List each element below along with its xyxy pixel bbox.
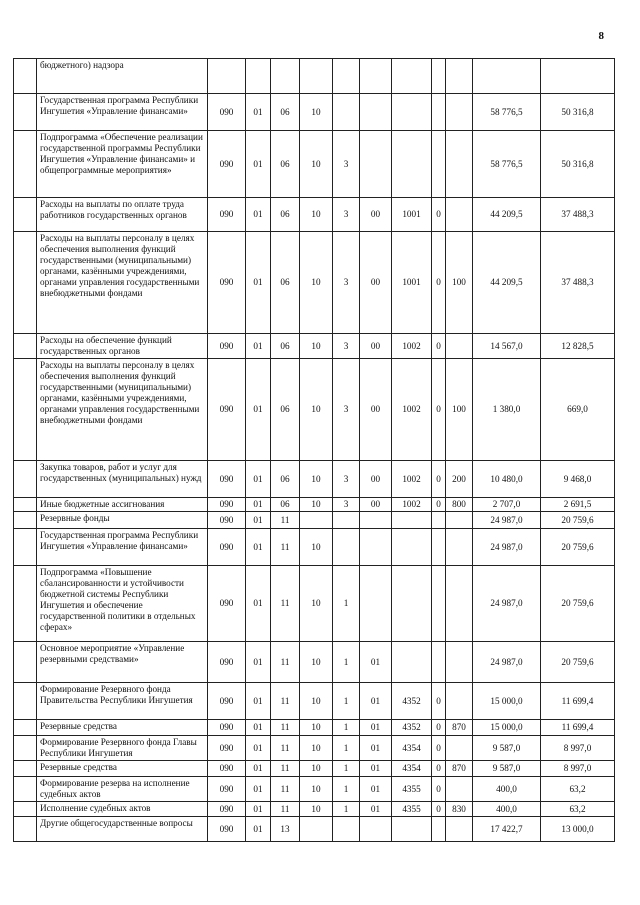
row-number-cell [14, 59, 37, 94]
code-program: 10 [300, 529, 333, 566]
code-gr: 090 [208, 736, 246, 761]
code-vr [446, 59, 473, 94]
row-number-cell [14, 498, 37, 512]
code-pr: 06 [271, 498, 300, 512]
row-name: Расходы на выплаты персоналу в целях обеспечения выполнения функций государственными (муниципальными) органами, казёнными учреждениями, органами управления государственными внебюджетными фондами [37, 359, 208, 461]
code-program: 10 [300, 777, 333, 802]
code-pr: 11 [271, 683, 300, 720]
code-extra [432, 642, 446, 683]
table-row [14, 232, 615, 334]
code-gr: 090 [208, 498, 246, 512]
row-name: Формирование Резервного фонда Правительства Республики Ингушетия [37, 683, 208, 720]
amount-plan: 44 209,5 [473, 232, 541, 334]
code-program: 10 [300, 359, 333, 461]
code-gr: 090 [208, 720, 246, 736]
amount-plan: 400,0 [473, 777, 541, 802]
code-vr [446, 334, 473, 359]
code-pr: 06 [271, 94, 300, 131]
code-event: 00 [360, 232, 392, 334]
code-pr [271, 59, 300, 94]
amount-plan: 24 987,0 [473, 529, 541, 566]
code-pr: 11 [271, 761, 300, 777]
code-gr: 090 [208, 683, 246, 720]
amount-fact: 13 000,0 [541, 817, 615, 842]
code-extra: 0 [432, 761, 446, 777]
code-subprogram: 1 [333, 720, 360, 736]
code-extra [432, 94, 446, 131]
code-pr: 06 [271, 198, 300, 232]
code-program: 10 [300, 131, 333, 198]
code-event [360, 529, 392, 566]
code-direction: 1001 [392, 198, 432, 232]
code-extra: 0 [432, 461, 446, 498]
table-row [14, 498, 615, 512]
code-direction: 4352 [392, 683, 432, 720]
code-subprogram: 3 [333, 198, 360, 232]
code-direction [392, 817, 432, 842]
amount-plan: 15 000,0 [473, 720, 541, 736]
amount-fact: 12 828,5 [541, 334, 615, 359]
code-pr: 11 [271, 566, 300, 642]
amount-plan: 58 776,5 [473, 94, 541, 131]
code-extra [432, 59, 446, 94]
code-direction: 4352 [392, 720, 432, 736]
row-name: Закупка товаров, работ и услуг для государственных (муниципальных) нужд [37, 461, 208, 498]
row-name: Другие общегосударственные вопросы [37, 817, 208, 842]
code-extra: 0 [432, 736, 446, 761]
table-row [14, 512, 615, 529]
row-number-cell [14, 512, 37, 529]
table-row [14, 334, 615, 359]
amount-plan: 400,0 [473, 802, 541, 817]
row-number-cell [14, 761, 37, 777]
code-event: 00 [360, 461, 392, 498]
table-row [14, 59, 615, 94]
amount-plan [473, 59, 541, 94]
code-extra: 0 [432, 777, 446, 802]
table-row [14, 359, 615, 461]
code-pr: 11 [271, 720, 300, 736]
code-rz: 01 [246, 761, 271, 777]
row-name: Резервные фонды [37, 512, 208, 529]
code-program: 10 [300, 232, 333, 334]
code-direction [392, 131, 432, 198]
code-gr: 090 [208, 232, 246, 334]
code-vr [446, 198, 473, 232]
row-name: Основное мероприятие «Управление резервными средствами» [37, 642, 208, 683]
row-number-cell [14, 334, 37, 359]
code-pr: 06 [271, 131, 300, 198]
code-subprogram: 1 [333, 802, 360, 817]
row-name: Формирование Резервного фонда Главы Республики Ингушетия [37, 736, 208, 761]
row-name: Резервные средства [37, 720, 208, 736]
code-subprogram [333, 512, 360, 529]
code-pr: 06 [271, 359, 300, 461]
amount-plan: 1 380,0 [473, 359, 541, 461]
amount-plan: 2 707,0 [473, 498, 541, 512]
code-event [360, 59, 392, 94]
row-name: Иные бюджетные ассигнования [37, 498, 208, 512]
code-vr: 100 [446, 232, 473, 334]
row-name: Резервные средства [37, 761, 208, 777]
amount-fact: 63,2 [541, 802, 615, 817]
code-program [300, 59, 333, 94]
amount-fact: 20 759,6 [541, 529, 615, 566]
table-row [14, 198, 615, 232]
code-program: 10 [300, 802, 333, 817]
amount-fact: 2 691,5 [541, 498, 615, 512]
code-gr [208, 59, 246, 94]
code-subprogram: 1 [333, 566, 360, 642]
amount-fact: 9 468,0 [541, 461, 615, 498]
code-rz: 01 [246, 498, 271, 512]
code-rz: 01 [246, 232, 271, 334]
code-gr: 090 [208, 359, 246, 461]
code-gr: 090 [208, 817, 246, 842]
code-direction [392, 642, 432, 683]
code-extra [432, 131, 446, 198]
code-rz: 01 [246, 736, 271, 761]
code-extra [432, 529, 446, 566]
row-number-cell [14, 529, 37, 566]
code-event: 00 [360, 198, 392, 232]
table-row [14, 683, 615, 720]
row-name: Исполнение судебных актов [37, 802, 208, 817]
code-vr [446, 683, 473, 720]
table-row [14, 736, 615, 761]
row-name: Расходы на выплаты по оплате труда работников государственных органов [37, 198, 208, 232]
amount-plan: 24 987,0 [473, 566, 541, 642]
code-rz: 01 [246, 566, 271, 642]
code-rz: 01 [246, 461, 271, 498]
code-pr: 13 [271, 817, 300, 842]
code-direction: 1002 [392, 334, 432, 359]
table-row [14, 461, 615, 498]
code-subprogram [333, 94, 360, 131]
code-gr: 090 [208, 777, 246, 802]
row-number-cell [14, 461, 37, 498]
row-name: Государственная программа Республики Ингушетия «Управление финансами» [37, 94, 208, 131]
code-rz: 01 [246, 642, 271, 683]
amount-fact [541, 59, 615, 94]
code-vr: 870 [446, 761, 473, 777]
code-gr: 090 [208, 131, 246, 198]
row-number-cell [14, 198, 37, 232]
table-row [14, 94, 615, 131]
code-event: 00 [360, 359, 392, 461]
amount-plan: 9 587,0 [473, 736, 541, 761]
code-direction: 4354 [392, 736, 432, 761]
code-rz: 01 [246, 777, 271, 802]
amount-fact: 669,0 [541, 359, 615, 461]
code-extra: 0 [432, 498, 446, 512]
table-row [14, 529, 615, 566]
amount-fact: 50 316,8 [541, 94, 615, 131]
code-subprogram: 3 [333, 131, 360, 198]
code-gr: 090 [208, 334, 246, 359]
row-name: бюджетного) надзора [37, 59, 208, 94]
code-vr [446, 131, 473, 198]
code-extra [432, 512, 446, 529]
code-direction: 1002 [392, 359, 432, 461]
code-subprogram: 1 [333, 683, 360, 720]
code-subprogram: 1 [333, 642, 360, 683]
code-rz: 01 [246, 817, 271, 842]
amount-fact: 11 699,4 [541, 720, 615, 736]
code-direction [392, 566, 432, 642]
code-gr: 090 [208, 761, 246, 777]
table-row [14, 802, 615, 817]
code-event: 00 [360, 334, 392, 359]
code-extra [432, 566, 446, 642]
code-rz: 01 [246, 359, 271, 461]
code-event: 01 [360, 642, 392, 683]
code-event: 01 [360, 683, 392, 720]
code-gr: 090 [208, 566, 246, 642]
budget-table [13, 58, 615, 842]
row-number-cell [14, 720, 37, 736]
code-extra: 0 [432, 359, 446, 461]
code-pr: 06 [271, 232, 300, 334]
code-event: 01 [360, 720, 392, 736]
amount-plan: 9 587,0 [473, 761, 541, 777]
code-program: 10 [300, 334, 333, 359]
code-subprogram: 3 [333, 461, 360, 498]
amount-plan: 14 567,0 [473, 334, 541, 359]
code-direction: 1001 [392, 232, 432, 334]
code-gr: 090 [208, 461, 246, 498]
table-row [14, 817, 615, 842]
amount-plan: 17 422,7 [473, 817, 541, 842]
row-number-cell [14, 131, 37, 198]
code-extra: 0 [432, 198, 446, 232]
code-program: 10 [300, 198, 333, 232]
amount-plan: 24 987,0 [473, 642, 541, 683]
code-rz: 01 [246, 94, 271, 131]
code-rz: 01 [246, 512, 271, 529]
code-subprogram: 1 [333, 736, 360, 761]
amount-fact: 20 759,6 [541, 512, 615, 529]
amount-fact: 37 488,3 [541, 232, 615, 334]
code-rz [246, 59, 271, 94]
code-event: 01 [360, 777, 392, 802]
amount-fact: 20 759,6 [541, 566, 615, 642]
code-program: 10 [300, 566, 333, 642]
code-program: 10 [300, 683, 333, 720]
row-number-cell [14, 802, 37, 817]
row-number-cell [14, 736, 37, 761]
code-vr [446, 566, 473, 642]
code-vr [446, 736, 473, 761]
code-extra: 0 [432, 683, 446, 720]
table-row [14, 761, 615, 777]
code-gr: 090 [208, 529, 246, 566]
page-number: 8 [598, 30, 604, 42]
code-rz: 01 [246, 683, 271, 720]
code-subprogram [333, 817, 360, 842]
code-event [360, 131, 392, 198]
code-subprogram [333, 59, 360, 94]
code-program: 10 [300, 761, 333, 777]
row-name: Формирование резерва на исполнение судебных актов [37, 777, 208, 802]
row-name: Подпрограмма «Обеспечение реализации государственной программы Республики Ингушетия «Управление финансами» и общепрограммные мероприятия» [37, 131, 208, 198]
code-vr: 830 [446, 802, 473, 817]
row-name: Расходы на обеспечение функций государственных органов [37, 334, 208, 359]
table-row [14, 777, 615, 802]
code-gr: 090 [208, 512, 246, 529]
row-name: Государственная программа Республики Ингушетия «Управление финансами» [37, 529, 208, 566]
code-direction: 1002 [392, 461, 432, 498]
code-rz: 01 [246, 334, 271, 359]
code-program: 10 [300, 642, 333, 683]
code-direction: 4355 [392, 777, 432, 802]
code-subprogram: 3 [333, 359, 360, 461]
row-number-cell [14, 642, 37, 683]
row-number-cell [14, 359, 37, 461]
amount-fact: 50 316,8 [541, 131, 615, 198]
row-number-cell [14, 232, 37, 334]
code-subprogram: 3 [333, 232, 360, 334]
code-direction [392, 59, 432, 94]
code-extra: 0 [432, 232, 446, 334]
amount-fact: 37 488,3 [541, 198, 615, 232]
code-program: 10 [300, 94, 333, 131]
code-extra: 0 [432, 802, 446, 817]
code-vr [446, 777, 473, 802]
code-pr: 06 [271, 461, 300, 498]
table-row [14, 566, 615, 642]
row-number-cell [14, 566, 37, 642]
code-gr: 090 [208, 802, 246, 817]
amount-fact: 20 759,6 [541, 642, 615, 683]
code-rz: 01 [246, 529, 271, 566]
code-pr: 11 [271, 802, 300, 817]
code-pr: 11 [271, 512, 300, 529]
amount-plan: 24 987,0 [473, 512, 541, 529]
code-vr: 870 [446, 720, 473, 736]
code-event [360, 817, 392, 842]
code-vr [446, 94, 473, 131]
code-rz: 01 [246, 720, 271, 736]
code-event: 01 [360, 761, 392, 777]
code-extra [432, 817, 446, 842]
code-vr [446, 529, 473, 566]
code-program: 10 [300, 461, 333, 498]
code-subprogram: 3 [333, 334, 360, 359]
code-direction: 4355 [392, 802, 432, 817]
table-row [14, 131, 615, 198]
code-vr [446, 642, 473, 683]
code-direction: 1002 [392, 498, 432, 512]
code-program: 10 [300, 720, 333, 736]
code-direction [392, 529, 432, 566]
table-row [14, 720, 615, 736]
code-direction: 4354 [392, 761, 432, 777]
code-vr: 200 [446, 461, 473, 498]
code-direction [392, 94, 432, 131]
row-number-cell [14, 94, 37, 131]
code-direction [392, 512, 432, 529]
code-subprogram: 1 [333, 761, 360, 777]
code-extra: 0 [432, 334, 446, 359]
code-extra: 0 [432, 720, 446, 736]
amount-plan: 10 480,0 [473, 461, 541, 498]
code-pr: 11 [271, 642, 300, 683]
code-event: 00 [360, 498, 392, 512]
code-program: 10 [300, 498, 333, 512]
code-event: 01 [360, 736, 392, 761]
code-gr: 090 [208, 94, 246, 131]
row-name: Расходы на выплаты персоналу в целях обеспечения выполнения функций государственными (муниципальными) органами, казёнными учреждениями, органами управления государственными внебюджетными фондами [37, 232, 208, 334]
code-event [360, 94, 392, 131]
amount-fact: 8 997,0 [541, 736, 615, 761]
amount-fact: 11 699,4 [541, 683, 615, 720]
code-program [300, 817, 333, 842]
code-subprogram [333, 529, 360, 566]
code-program [300, 512, 333, 529]
code-gr: 090 [208, 642, 246, 683]
amount-plan: 44 209,5 [473, 198, 541, 232]
code-vr: 800 [446, 498, 473, 512]
code-pr: 11 [271, 736, 300, 761]
row-name: Подпрограмма «Повышение сбалансированности и устойчивости бюджетной системы Республики Ингушетия и обеспечение государственной политики в отдельных сферах» [37, 566, 208, 642]
code-vr [446, 512, 473, 529]
code-rz: 01 [246, 802, 271, 817]
amount-plan: 15 000,0 [473, 683, 541, 720]
amount-fact: 8 997,0 [541, 761, 615, 777]
code-subprogram: 1 [333, 777, 360, 802]
code-pr: 11 [271, 777, 300, 802]
code-event [360, 566, 392, 642]
code-pr: 11 [271, 529, 300, 566]
code-subprogram: 3 [333, 498, 360, 512]
amount-fact: 63,2 [541, 777, 615, 802]
table-row [14, 642, 615, 683]
row-number-cell [14, 817, 37, 842]
code-pr: 06 [271, 334, 300, 359]
code-rz: 01 [246, 131, 271, 198]
code-vr: 100 [446, 359, 473, 461]
code-event: 01 [360, 802, 392, 817]
amount-plan: 58 776,5 [473, 131, 541, 198]
code-vr [446, 817, 473, 842]
row-number-cell [14, 777, 37, 802]
code-program: 10 [300, 736, 333, 761]
code-event [360, 512, 392, 529]
code-rz: 01 [246, 198, 271, 232]
code-gr: 090 [208, 198, 246, 232]
row-number-cell [14, 683, 37, 720]
